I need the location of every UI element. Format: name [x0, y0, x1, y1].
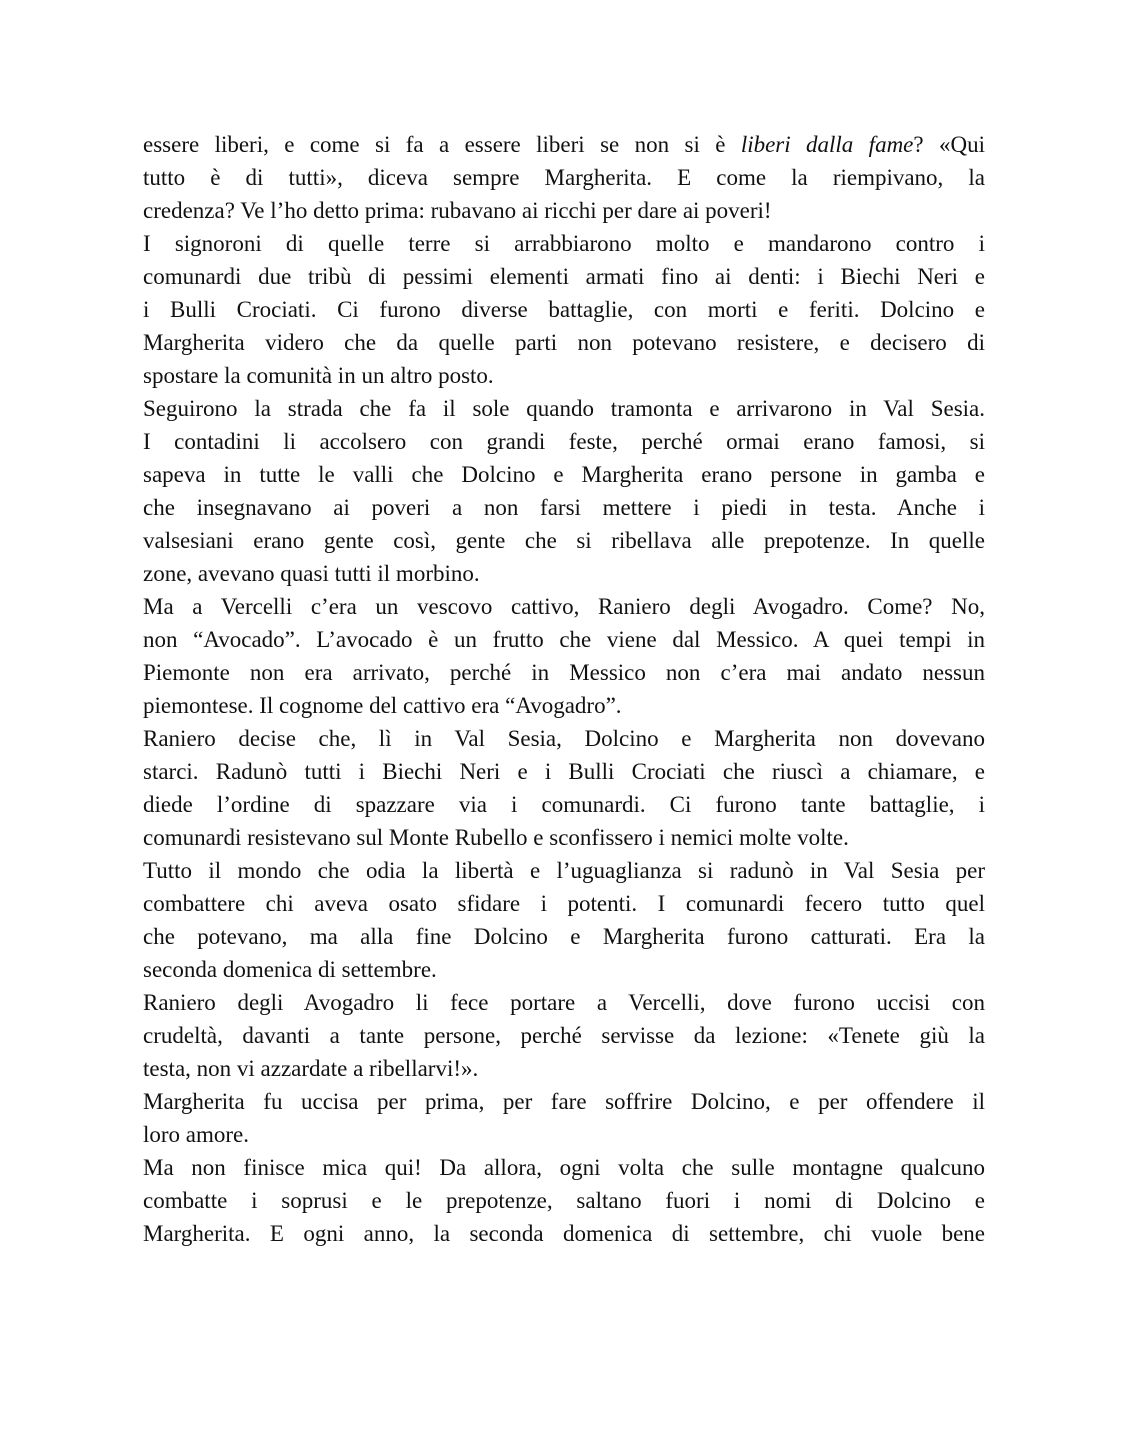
- paragraph: [143, 227, 985, 392]
- text-line: [143, 293, 985, 326]
- text-segment: diede l’ordine di spazzare via i comunardi. Ci furono tante battaglie, i: [143, 792, 985, 817]
- text-segment: spostare la comunità in un altro posto.: [143, 363, 494, 388]
- text-line: [143, 326, 985, 359]
- text-line: [143, 689, 985, 722]
- text-segment: Margherita fu uccisa per prima, per fare soffrire Dolcino, e per offendere il: [143, 1089, 985, 1114]
- text-line: [143, 953, 985, 986]
- text-line: [143, 491, 985, 524]
- text-segment: che insegnavano ai poveri a non farsi mettere i piedi in testa. Anche i: [143, 495, 985, 520]
- text-segment: Tutto il mondo che odia la libertà e l’uguaglianza si radunò in Val Sesia per: [143, 858, 985, 883]
- text-segment: starci. Radunò tutti i Biechi Neri e i Bulli Crociati che riuscì a chiamare, e: [143, 759, 985, 784]
- text-line: [143, 392, 985, 425]
- text-segment: Margherita videro che da quelle parti non potevano resistere, e decisero di: [143, 330, 985, 355]
- text-segment: i Bulli Crociati. Ci furono diverse battaglie, con morti e feriti. Dolcino e: [143, 297, 985, 322]
- text-line: [143, 590, 985, 623]
- text-line: [143, 1085, 985, 1118]
- paragraph: [143, 722, 985, 854]
- text-line: [143, 260, 985, 293]
- text-segment: I signoroni di quelle terre si arrabbiarono molto e mandarono contro i: [143, 231, 985, 256]
- text-segment: Ma a Vercelli c’era un vescovo cattivo, Raniero degli Avogadro. Come? No,: [143, 594, 985, 619]
- text-line: [143, 128, 985, 161]
- text-line: [143, 524, 985, 557]
- text-line: [143, 788, 985, 821]
- body-text: [143, 128, 985, 1250]
- text-line: [143, 1217, 985, 1250]
- text-segment: testa, non vi azzardate a ribellarvi!».: [143, 1056, 479, 1081]
- text-line: [143, 194, 985, 227]
- text-line: [143, 1118, 985, 1151]
- text-line: [143, 1019, 985, 1052]
- text-segment: comunardi due tribù di pessimi elementi armati fino ai denti: i Biechi Neri e: [143, 264, 985, 289]
- text-line: [143, 920, 985, 953]
- text-line: [143, 359, 985, 392]
- text-segment: zone, avevano quasi tutti il morbino.: [143, 561, 480, 586]
- text-segment: essere liberi, e come si fa a essere liberi se non si è: [143, 132, 741, 157]
- paragraph: [143, 392, 985, 590]
- text-line: [143, 161, 985, 194]
- paragraph: [143, 854, 985, 986]
- text-line: [143, 821, 985, 854]
- text-line: [143, 755, 985, 788]
- text-line: [143, 227, 985, 260]
- text-segment: comunardi resistevano sul Monte Rubello e sconfissero i nemici molte volte.: [143, 825, 849, 850]
- text-line: [143, 986, 985, 1019]
- text-line: [143, 623, 985, 656]
- text-segment: credenza? Ve l’ho detto prima: rubavano ai ricchi per dare ai poveri!: [143, 198, 772, 223]
- paragraph: [143, 128, 985, 227]
- text-segment: combattere chi aveva osato sfidare i potenti. I comunardi fecero tutto quel: [143, 891, 985, 916]
- text-line: [143, 887, 985, 920]
- paragraph: [143, 590, 985, 722]
- text-segment: che potevano, ma alla fine Dolcino e Margherita furono catturati. Era la: [143, 924, 985, 949]
- text-line: [143, 1052, 985, 1085]
- text-segment: sapeva in tutte le valli che Dolcino e Margherita erano persone in gamba e: [143, 462, 985, 487]
- text-line: [143, 425, 985, 458]
- text-segment: ? «Qui: [913, 132, 985, 157]
- text-segment: I contadini li accolsero con grandi feste, perché ormai erano famosi, si: [143, 429, 985, 454]
- text-segment: piemontese. Il cognome del cattivo era “Avogadro”.: [143, 693, 622, 718]
- text-segment: loro amore.: [143, 1122, 250, 1147]
- text-line: [143, 656, 985, 689]
- text-line: [143, 458, 985, 491]
- text-segment: Seguirono la strada che fa il sole quando tramonta e arrivarono in Val Sesia.: [143, 396, 985, 421]
- text-line: [143, 854, 985, 887]
- paragraph: [143, 986, 985, 1085]
- italic-text: liberi dalla fame: [740, 132, 914, 157]
- paragraph: [143, 1151, 985, 1250]
- text-line: [143, 1151, 985, 1184]
- text-segment: tutto è di tutti», diceva sempre Margherita. E come la riempivano, la: [143, 165, 985, 190]
- text-segment: seconda domenica di settembre.: [143, 957, 437, 982]
- text-segment: crudeltà, davanti a tante persone, perché servisse da lezione: «Tenete giù la: [143, 1023, 985, 1048]
- text-segment: Ma non finisce mica qui! Da allora, ogni volta che sulle montagne qualcuno: [143, 1155, 985, 1180]
- text-segment: combatte i soprusi e le prepotenze, saltano fuori i nomi di Dolcino e: [143, 1188, 985, 1213]
- paragraph: [143, 1085, 985, 1151]
- text-line: [143, 722, 985, 755]
- text-line: [143, 1184, 985, 1217]
- text-segment: valsesiani erano gente così, gente che si ribellava alle prepotenze. In quelle: [143, 528, 985, 553]
- text-line: [143, 557, 985, 590]
- text-segment: Raniero degli Avogadro li fece portare a Vercelli, dove furono uccisi con: [143, 990, 985, 1015]
- text-segment: Raniero decise che, lì in Val Sesia, Dolcino e Margherita non dovevano: [143, 726, 985, 751]
- text-segment: non “Avocado”. L’avocado è un frutto che viene dal Messico. A quei tempi in: [143, 627, 985, 652]
- text-segment: Piemonte non era arrivato, perché in Messico non c’era mai andato nessun: [143, 660, 985, 685]
- text-segment: Margherita. E ogni anno, la seconda domenica di settembre, chi vuole bene: [143, 1221, 985, 1246]
